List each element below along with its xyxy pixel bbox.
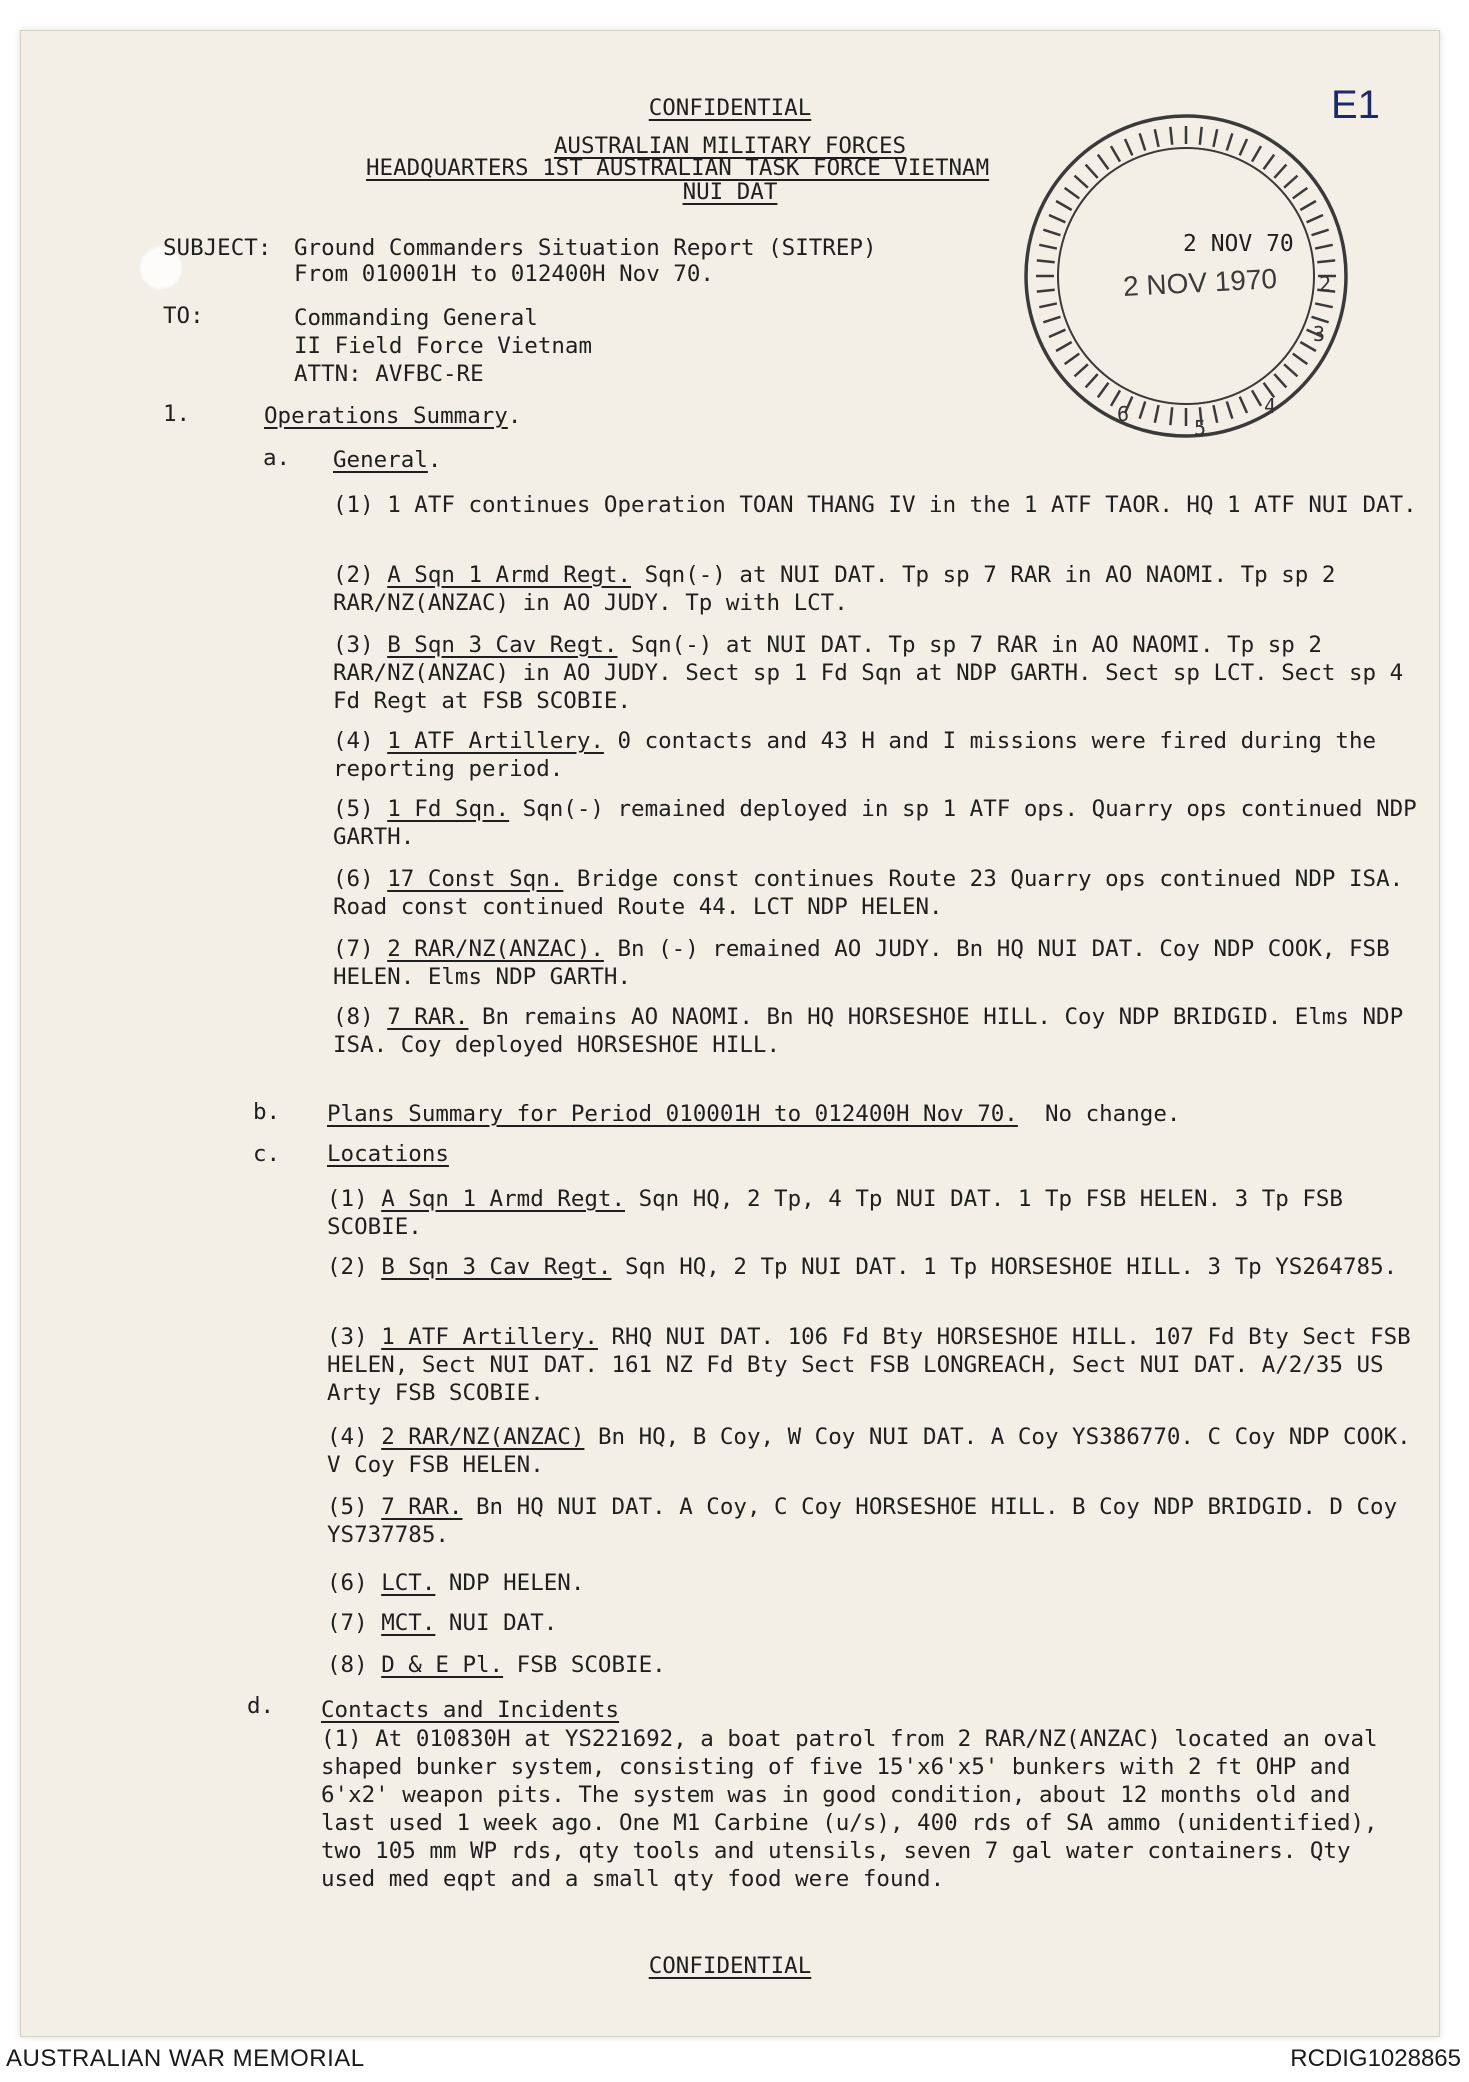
locations-item-8: (8) D & E Pl. FSB SCOBIE. (327, 1652, 666, 1678)
org-line-1: AUSTRALIAN MILITARY FORCES (553, 133, 907, 159)
stamp-tick (1037, 290, 1055, 292)
stamp-tick (1307, 215, 1323, 222)
stamp-tick (1037, 260, 1055, 262)
general-item-6: (6) 17 Const Sqn. Bridge const continues Route 23 Quarry ops continued NDP ISA. Road const continued Route 44. LCT NDP HELEN. (333, 866, 1404, 920)
stamp-tick (1227, 402, 1233, 419)
stamp-tick (1213, 405, 1217, 423)
sub-c-letter: c. (253, 1141, 281, 1167)
section-1-title: Operations Summary. (264, 403, 522, 429)
stamp-tick (1049, 330, 1065, 337)
contacts-item-1: (1) At 010830H at YS221692, a boat patrol from 2 RAR/NZ(ANZAC) located an oval shaped bunker system, consisting of five 15'x6'x5' bunkers with 2 ft OHP and 6'x2' weapon pits. The system was in good condition, about 12 months old and last used 1 week ago. One M1 Carbine (u/s), 400 rds of SA ammo (unidentified), two 105 mm WP rds, qty tools and utensils, seven 7 gal water containers. Qty used med eqpt and a small qty food were found. (321, 1726, 1378, 1892)
stamp-ring-number-2: 2 (1319, 272, 1332, 296)
stamp-tick (1098, 383, 1109, 398)
locations-item-5: (5) 7 RAR. Bn HQ NUI DAT. A Coy, C Coy HORSESHOE HILL. B Coy NDP BRIDGID. D Coy YS737785. (327, 1494, 1398, 1548)
stamp-tick (1155, 405, 1159, 423)
stamp-ring-number-6: 6 (1117, 402, 1130, 426)
sub-b-title: Plans Summary for Period 010001H to 012400H Nov 70. No change. (327, 1101, 1181, 1127)
general-item-5: (5) 1 Fd Sqn. Sqn(-) remained deployed in sp 1 ATF ops. Quarry ops continued NDP GARTH. (333, 796, 1417, 850)
to-label: TO: (163, 303, 204, 329)
stamp-tick (1049, 215, 1065, 222)
locations-item-1: (1) A Sqn 1 Armd Regt. Sqn HQ, 2 Tp, 4 Tp NUI DAT. 1 Tp FSB HELEN. 3 Tp FSB SCOBIE. (327, 1186, 1343, 1240)
sub-c-title: Locations (327, 1141, 449, 1167)
locations-item-7: (7) MCT. NUI DAT. (327, 1610, 558, 1636)
stamp-tick (1170, 407, 1172, 425)
stamp-tick (1065, 354, 1080, 365)
sub-a-letter: a. (263, 445, 291, 471)
subject-label: SUBJECT: (163, 235, 272, 261)
general-item-1: (1) 1 ATF continues Operation TOAN THANG IV in the 1 ATF TAOR. HQ 1 ATF NUI DAT. (333, 492, 1417, 518)
classification-bottom: CONFIDENTIAL (648, 1953, 812, 1979)
locations-item-2: (2) B Sqn 3 Cav Regt. Sqn HQ, 2 Tp NUI DAT. 1 Tp HORSESHOE HILL. 3 Tp YS264785. (327, 1254, 1398, 1280)
sub-a-title: General. (333, 447, 442, 473)
classification-top: CONFIDENTIAL (648, 95, 812, 121)
subject-line-1: Ground Commanders Situation Report (SITREP) (294, 235, 877, 261)
stamp-date-typed: 2 NOV 70 (1183, 231, 1294, 257)
sub-b-letter: b. (253, 1099, 281, 1125)
general-item-2: (2) A Sqn 1 Armd Regt. Sqn(-) at NUI DAT. Tp sp 7 RAR in AO NAOMI. Tp sp 2 RAR/NZ(ANZAC) in AO JUDY. Tp with LCT. (333, 562, 1336, 616)
stamp-tick (1240, 397, 1247, 413)
stamp-tick (1312, 230, 1329, 236)
stamp-tick (1075, 364, 1088, 376)
footer-document-id: RCDIG1028865 (1290, 2045, 1461, 2072)
stamp-tick (1086, 165, 1098, 178)
stamp-tick (1284, 364, 1297, 376)
locations-item-6: (6) LCT. NDP HELEN. (327, 1570, 585, 1596)
org-line-2: HEADQUARTERS 1ST AUSTRALIAN TASK FORCE VIETNAM (366, 155, 990, 181)
document-page (20, 30, 1440, 2037)
stamp-tick (1317, 260, 1335, 262)
stamp-ring-number-5: 5 (1194, 416, 1207, 440)
stamp-tick (1086, 374, 1098, 387)
sub-d-letter: d. (247, 1693, 275, 1719)
stamp-tick (1274, 374, 1286, 387)
stamp-tick (1043, 230, 1060, 236)
stamp-tick (1039, 303, 1057, 307)
locations-item-4: (4) 2 RAR/NZ(ANZAC) Bn HQ, B Coy, W Coy NUI DAT. A Coy YS386770. C Coy NDP COOK. V Coy FSB HELEN. (327, 1424, 1411, 1478)
stamp-tick (1293, 354, 1308, 365)
stamp-tick (1056, 342, 1072, 351)
stamp-tick (1315, 303, 1333, 307)
to-line-2: II Field Force Vietnam (294, 333, 593, 359)
footer-archive-name: AUSTRALIAN WAR MEMORIAL (6, 2045, 365, 2072)
general-item-8: (8) 7 RAR. Bn remains AO NAOMI. Bn HQ HORSESHOE HILL. Coy NDP BRIDGID. Elms NDP ISA. Coy deployed HORSESHOE HILL. (333, 1004, 1404, 1058)
general-item-4: (4) 1 ATF Artillery. 0 contacts and 43 H and I missions were fired during the reporting period. (333, 728, 1377, 782)
sub-d-title: Contacts and Incidents (321, 1697, 620, 1723)
stamp-tick (1274, 165, 1286, 178)
stamp-tick (1043, 317, 1060, 323)
stamp-date-stamped: 2 NOV 1970 (1122, 262, 1278, 303)
page-mark: E1 (1331, 83, 1380, 127)
stamp-tick (1252, 390, 1261, 406)
to-line-3: ATTN: AVFBC-RE (294, 361, 484, 387)
to-line-1: Commanding General (294, 305, 538, 331)
stamp-tick (1315, 245, 1333, 249)
locations-item-3: (3) 1 ATF Artillery. RHQ NUI DAT. 106 Fd Bty HORSESHOE HILL. 107 Fd Bty Sect FSB HELEN, Sect NUI DAT. 161 NZ Fd Bty Sect FSB LONGREACH, Sect NUI DAT. A/2/35 US Arty FSB SCOBIE. (327, 1324, 1411, 1406)
stamp-tick (1039, 245, 1057, 249)
stamp-ring-number-4: 4 (1264, 394, 1277, 418)
section-1-number: 1. (163, 401, 191, 427)
general-item-7: (7) 2 RAR/NZ(ANZAC). Bn (-) remained AO JUDY. Bn HQ NUI DAT. Coy NDP COOK, FSB HELEN. Elms NDP GARTH. (333, 936, 1390, 990)
stamp-tick (1140, 402, 1146, 419)
location-line: NUI DAT (682, 179, 778, 205)
stamp-ring-number-3: 3 (1313, 322, 1326, 346)
subject-line-2: From 010001H to 012400H Nov 70. (294, 261, 714, 287)
general-item-3: (3) B Sqn 3 Cav Regt. Sqn(-) at NUI DAT. Tp sp 7 RAR in AO NAOMI. Tp sp 2 RAR/NZ(ANZAC) in AO JUDY. Sect sp 1 Fd Sqn at NDP GARTH. Sect sp LCT. Sect sp 4 Fd Regt at FSB SCOBIE. (333, 632, 1404, 714)
